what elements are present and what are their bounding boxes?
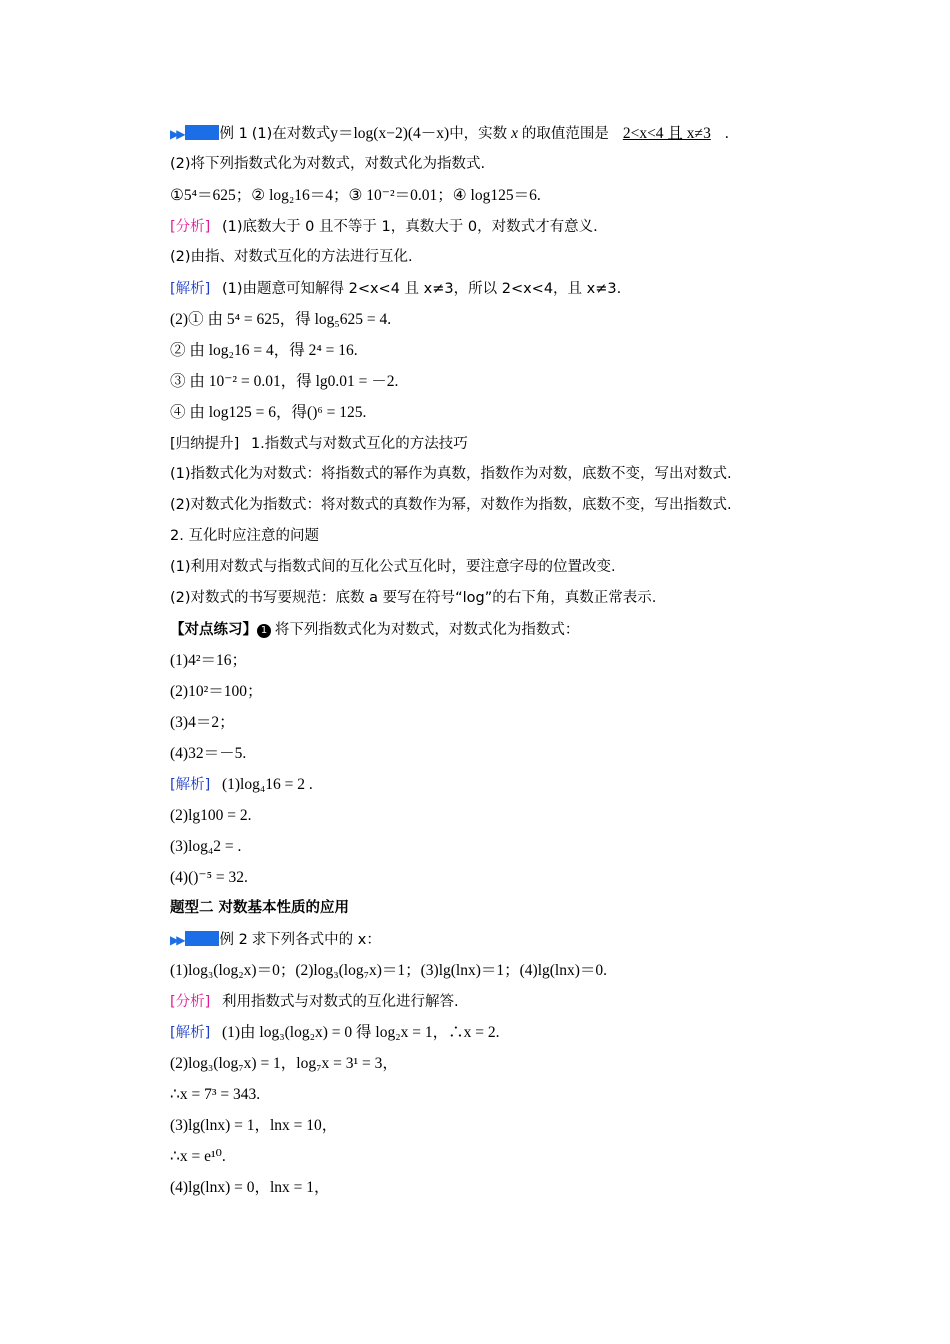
example-1-solution-4: ③ 由 10⁻² = 0.01，得 lg0.01 = －2. (170, 373, 399, 390)
example-1-q1-var: x (511, 125, 518, 142)
practice-s1: (1)log₄16 = 2 . (221, 776, 313, 793)
practice-s2: (2)lg100 = 2. (170, 807, 252, 824)
example-1-solution-3: ② 由 log₂16 = 4，得 2⁴ = 16. (170, 342, 358, 359)
practice-prompt: 将下列指数式化为对数式，对数式化为指数式： (274, 622, 580, 638)
example-2-s1: (1)由 log₃(log₂x) = 0 得 log₂x = 1，∴x = 2. (221, 1024, 500, 1041)
example-1-items: ①5⁴＝625；② log₂16＝4；③ 10⁻²＝0.01；④ log125＝6. (170, 187, 541, 204)
analysis-label: [分析] (170, 219, 211, 235)
summary-p5: (2)对数式的书写要规范：底数 a 要写在符号“log”的右下角，真数正常表示. (170, 590, 657, 606)
summary-p4: (1)利用对数式与指数式间的互化公式互化时，要注意字母的位置改变. (170, 559, 616, 575)
double-arrow-icon: ▶▶ (170, 933, 183, 947)
example-1-question (170, 118, 820, 149)
example-2-prompt: 求下列各式中的 x： (251, 932, 381, 948)
example-2-analysis-label: [分析] (170, 994, 211, 1010)
example-1-answer: 2<x<4 且 x≠3 (622, 125, 711, 142)
example-1-q1-expr: y＝log(x−2)(4－x) (330, 125, 450, 142)
example-2-s6: (4)lg(lnx) = 0，lnx = 1， (170, 1179, 330, 1196)
practice-q4: (4)32＝－5. (170, 745, 247, 762)
example-1-solution-1: (1)由题意可知解得 2<x<4 且 x≠3，所以 2<x<4，且 x≠3. (221, 281, 622, 297)
example-2-analysis: 利用指数式与对数式的互化进行解答. (221, 994, 459, 1010)
example-2-solution-label: [解析] (170, 1025, 211, 1041)
example-1-solution-5: ④ 由 log125 = 6，得()⁶ = 125. (170, 404, 367, 421)
summary-p2: (2)对数式化为指数式：将对数式的真数作为幂，对数作为指数，底数不变，写出指数式. (170, 497, 732, 513)
example-1-analysis-2: (2)由指、对数式互化的方法进行互化. (170, 249, 413, 265)
practice-q3: (3)4＝2； (170, 714, 235, 731)
practice-s4: (4)()⁻⁵ = 32. (170, 869, 248, 886)
practice-q2: (2)10²＝100； (170, 683, 263, 700)
example-1-q1-end: . (724, 125, 729, 142)
double-arrow-icon: ▶▶ (170, 127, 183, 141)
example-2-items: (1)log₃(log₂x)＝0；(2)log₃(log₇x)＝1；(3)lg(lnx)＝1；(4)lg(lnx)＝0. (170, 962, 608, 979)
example-2-label: 例 2 (219, 932, 248, 948)
example-1-label: 例 1 (219, 126, 248, 142)
practice-solution-label: [解析] (170, 777, 211, 793)
example-1-analysis-1: (1)底数大于 0 且不等于 1，真数大于 0，对数式才有意义. (221, 219, 598, 235)
summary-p3: 2. 互化时应注意的问题 (170, 528, 319, 544)
practice-label: 【对点练习】 (170, 622, 257, 638)
example-1-q1-mid: 中，实数 (449, 126, 508, 142)
example-1-q1-suffix: 的取值范围是 (521, 126, 609, 142)
practice-q1: (1)4²＝16； (170, 652, 247, 669)
number-1-icon: 1 (257, 624, 271, 638)
document-page (170, 118, 820, 1203)
summary-p1: (1)指数式化为对数式：将指数式的幂作为真数，指数作为对数，底数不变，写出对数式. (170, 466, 732, 482)
practice-s3: (3)log₄2 = . (170, 838, 242, 855)
example-2-s2: (2)log₃(log₇x) = 1，log₇x = 3¹ = 3， (170, 1055, 398, 1072)
example-1-solution-2: (2)① 由 5⁴ = 625，得 log₅625 = 4. (170, 311, 392, 328)
example-2-s5: ∴x = e¹⁰. (170, 1148, 226, 1165)
example-1-q1-prefix: (1)在对数式 (251, 126, 331, 142)
example-badge-icon (185, 125, 219, 140)
example-1-q2: (2)将下列指数式化为对数式，对数式化为指数式. (170, 156, 486, 172)
summary-title: 1.指数式与对数式互化的方法技巧 (250, 436, 468, 452)
example-2-s3: ∴x = 7³ = 343. (170, 1086, 261, 1103)
summary-label: [归纳提升] (170, 436, 240, 452)
solution-label: [解析] (170, 281, 211, 297)
example-badge-icon (185, 931, 219, 946)
type-2-heading: 题型二 对数基本性质的应用 (170, 900, 350, 916)
example-2-s4: (3)lg(lnx) = 1，lnx = 10， (170, 1117, 338, 1134)
